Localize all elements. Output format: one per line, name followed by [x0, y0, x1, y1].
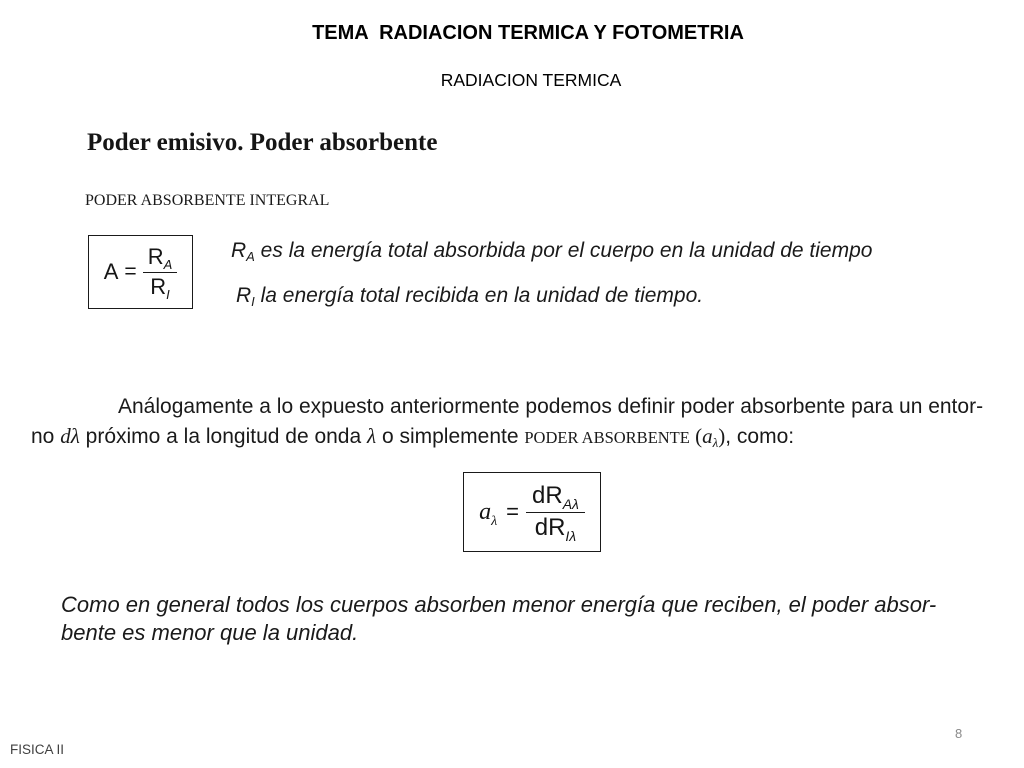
- page-number: 8: [955, 726, 963, 741]
- section-heading: Poder emisivo. Poder absorbente: [87, 129, 438, 156]
- definition-absorbed-energy: [231, 239, 873, 264]
- formula-numerator: [143, 245, 178, 272]
- formula-equals: =: [124, 260, 137, 283]
- paragraph-2-line-1: Como en general todos los cuerpos absorben menor energía que reciben, el poder absor-: [61, 592, 937, 617]
- definition-symbol: R: [236, 284, 252, 307]
- definition-symbol: R: [231, 239, 247, 262]
- footer-course-name: FISICA II: [10, 742, 65, 757]
- formula-denominator: [529, 513, 582, 544]
- formula-lhs: A: [103, 259, 119, 284]
- text-segment: no: [31, 425, 61, 448]
- math-symbol-a: a: [702, 424, 713, 448]
- paren-open: (: [689, 424, 703, 448]
- formula-fraction: [526, 482, 585, 544]
- formula-equals: =: [506, 499, 519, 524]
- integral-absorptance-formula: [88, 235, 193, 309]
- slide-subtitle: RADIACION TERMICA: [440, 70, 622, 90]
- slide-title: TEMA RADIACION TERMICA Y FOTOMETRIA: [312, 22, 744, 44]
- formula-fraction: [143, 244, 178, 302]
- definition-subscript: A: [246, 249, 255, 264]
- text-segment: o simplemente: [376, 425, 525, 448]
- denominator-subscript: Iλ: [565, 527, 577, 544]
- denominator-symbol: dR: [534, 513, 566, 541]
- formula-lhs: [479, 498, 498, 529]
- formula-denominator: [145, 273, 175, 302]
- definition-text: la energía total recibida en la unidad de tiempo.: [254, 284, 704, 307]
- numerator-subscript: A: [163, 257, 173, 273]
- paragraph-2-line-2: bente es menor que la unidad.: [61, 620, 359, 645]
- section-subheading: PODER ABSORBENTE INTEGRAL: [85, 192, 330, 209]
- denominator-subscript: I: [166, 286, 170, 302]
- text-segment: próximo a la longitud de onda: [79, 425, 368, 448]
- math-subscript-lambda: λ: [712, 435, 719, 450]
- lhs-symbol: a: [479, 498, 492, 525]
- paragraph-1-line-2: [31, 424, 795, 450]
- definition-received-energy: [236, 284, 704, 309]
- lhs-subscript: λ: [491, 513, 498, 529]
- numerator-symbol: R: [147, 244, 164, 270]
- formula-numerator: [526, 483, 585, 512]
- math-differential-lambda: dλ: [60, 424, 80, 448]
- denominator-symbol: R: [150, 273, 167, 299]
- paragraph-1-line-1: Análogamente a lo expuesto anteriormente podemos definir poder absorbente para un entor-: [118, 395, 984, 418]
- definition-subscript: I: [251, 294, 255, 309]
- math-lambda: λ: [367, 424, 377, 448]
- numerator-symbol: dR: [532, 482, 563, 510]
- definition-text: es la energía total absorbida por el cuerpo en la unidad de tiempo: [254, 239, 873, 262]
- numerator-subscript: Aλ: [562, 496, 579, 513]
- spectral-absorptance-formula: [463, 472, 601, 552]
- term-small-caps: PODER ABSORBENTE: [524, 428, 690, 447]
- text-segment: , como:: [725, 425, 795, 448]
- paren-close: ): [718, 424, 726, 448]
